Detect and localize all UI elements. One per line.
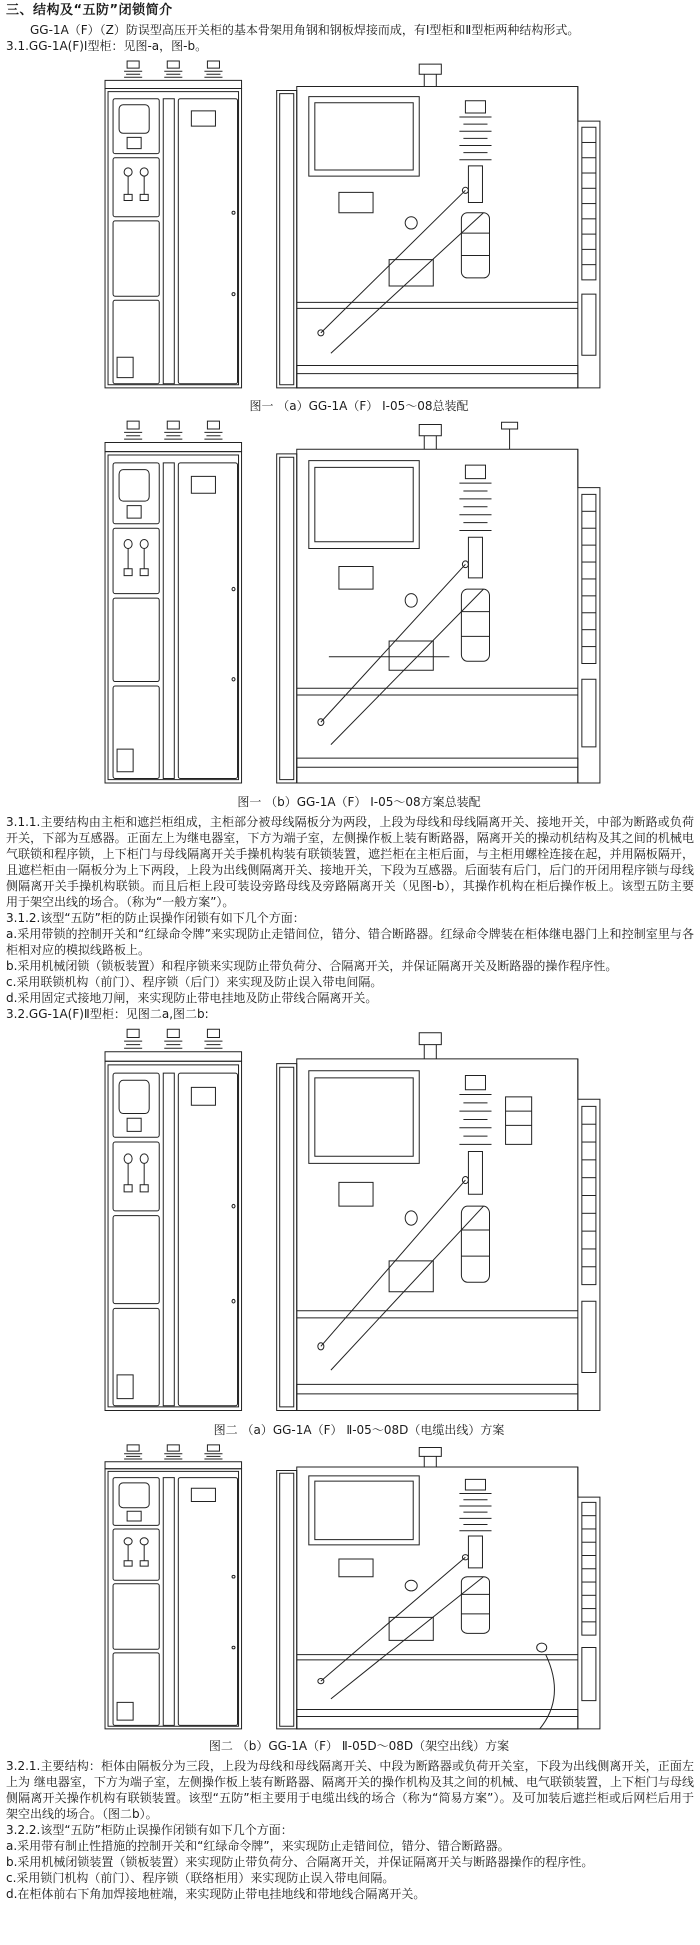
- item-3-1-2-a: a.采用带锁的控制开关和“红绿命令牌”来实现防止走错间位，错分、错合断路器。红绿命令牌装在柜体继电器门上和控制室里与各柜相对应的模拟线路板上。: [6, 927, 694, 957]
- paragraph-3-2-2: 3.2.2.该型“五防”柜防止误操作闭锁有如下几个方面：: [6, 1823, 293, 1837]
- item-3-2-2-b: b.采用机械闭锁装置（锁板装置）来实现防止带负荷分、合隔离开关，并保证隔离开关与断路器操作的程序性。: [6, 1855, 594, 1869]
- paragraph-3-1-1: 3.1.1.主要结构由主柜和遮拦柜组成，主柜部分被母线隔板分为两段，上段为母线和母线隔离开关、接地开关，中部为断路或负荷开关，下部为互感器。正面左上为继电器室，下方为端子室，左侧操作板上装有断路器，隔离开关的操动机结构及其之间的机械电气联锁和程序锁，上下柜门与母线隔离开关手操机构装有联锁装置，遮拦柜在主柜后面，与主柜用螺栓连接在起，并用隔板隔开，且遮栏柜由一隔板分为上下两段，上段为出线侧隔离开关、接地开关，下段为互感器。后面装有后门，后门的开闭用程序锁与母线侧隔离开关手操机构联锁。而且后柜上段可装设旁路母线及旁路隔离开关（见图-b），其操作机构在柜后操作板上。该型五防主要用于架空出线的场合。（称为“一般方案”）。: [6, 815, 694, 909]
- figure-2b: [98, 1444, 620, 1754]
- section-heading: 三、结构及“五防”闭锁简介: [6, 3, 173, 18]
- figure-2a-caption: 图二 （a）GG-1A（F） Ⅱ-05～08D（电缆出线）方案: [213, 1423, 505, 1437]
- intro-paragraph: GG-1A（F）（Z）防误型高压开关柜的基本骨架用角钢和钢板焊接而成，有I型柜和Ⅱ型柜两种结构形式。: [30, 23, 580, 37]
- figure-1a-caption: 图一 （a）GG-1A（F） Ⅰ-05～08总装配: [249, 399, 469, 413]
- paragraph-3-1-2: 3.1.2.该型“五防”柜的防止误操作闭锁有如下几个方面：: [6, 911, 305, 925]
- item-3-2-2-c: c.采用锁门机构（前门）、程序锁（联络柜用）来实现防止误入带电间隔。: [6, 1871, 395, 1885]
- figure-2a-drawing: [98, 1028, 620, 1420]
- line-3-2: 3.2.GG-1A(F)Ⅱ型柜：见图二a,图二b:: [6, 1007, 209, 1021]
- item-3-1-2-d: d.采用固定式接地刀闸，来实现防止带电挂地及防止带线合隔离开关。: [6, 991, 378, 1005]
- figure-2b-caption: 图二 （b）GG-1A（F） Ⅱ-05D～08D（架空出线）方案: [208, 1739, 510, 1753]
- figure-1b-caption: 图一 （b）GG-1A（F） Ⅰ-05～08方案总装配: [237, 795, 481, 809]
- section-3-1-text: [6, 814, 694, 1022]
- figure-1b: [98, 420, 620, 810]
- figure-2b-drawing: [98, 1444, 620, 1736]
- paragraph-3-2-1: 3.2.1.主要结构：柜体由隔板分为三段，上段为母线和母线隔离开关、中段为断路器或负荷开关室，下段为出线侧离开关，正面左上为 继电器室，下方为端子室，左侧操作板上装有断路器、隔离开关的操作机构及其之间的机械、电气联锁装置，上下柜门与母线侧隔离开关操作机构有联锁装置。该型“五防”柜主要用于电缆出线的场合（称为“简易方案”）。及可加装后遮拦柜或后网栏后用于架空出线的场合。（图二b）。: [6, 1759, 694, 1821]
- line-3-1: 3.1.GG-1A(F)I型柜：见图-a，图-b。: [6, 39, 208, 53]
- figure-1a: [98, 60, 620, 414]
- figure-1a-drawing: [98, 60, 620, 396]
- figure-1b-drawing: [98, 420, 620, 792]
- item-3-2-2-d: d.在柜体前右下角加焊接地桩端，来实现防止带电挂地线和带地线合隔离开关。: [6, 1887, 426, 1901]
- item-3-1-2-b: b.采用机械闭锁（锁板装置）和程序锁来实现防止带负荷分、合隔离开关，并保证隔离开关及断路器的操作程序性。: [6, 959, 618, 973]
- figure-2a: [98, 1028, 620, 1438]
- item-3-2-2-a: a.采用带有制止性措施的控制开关和“红绿命令牌”，来实现防止走错间位，错分、错合断路器。: [6, 1839, 510, 1853]
- section-3-2-text: [6, 1758, 694, 1902]
- item-3-1-2-c: c.采用联锁机构（前门）、程序锁（后门）来实现及防止误入带电间隔。: [6, 975, 383, 989]
